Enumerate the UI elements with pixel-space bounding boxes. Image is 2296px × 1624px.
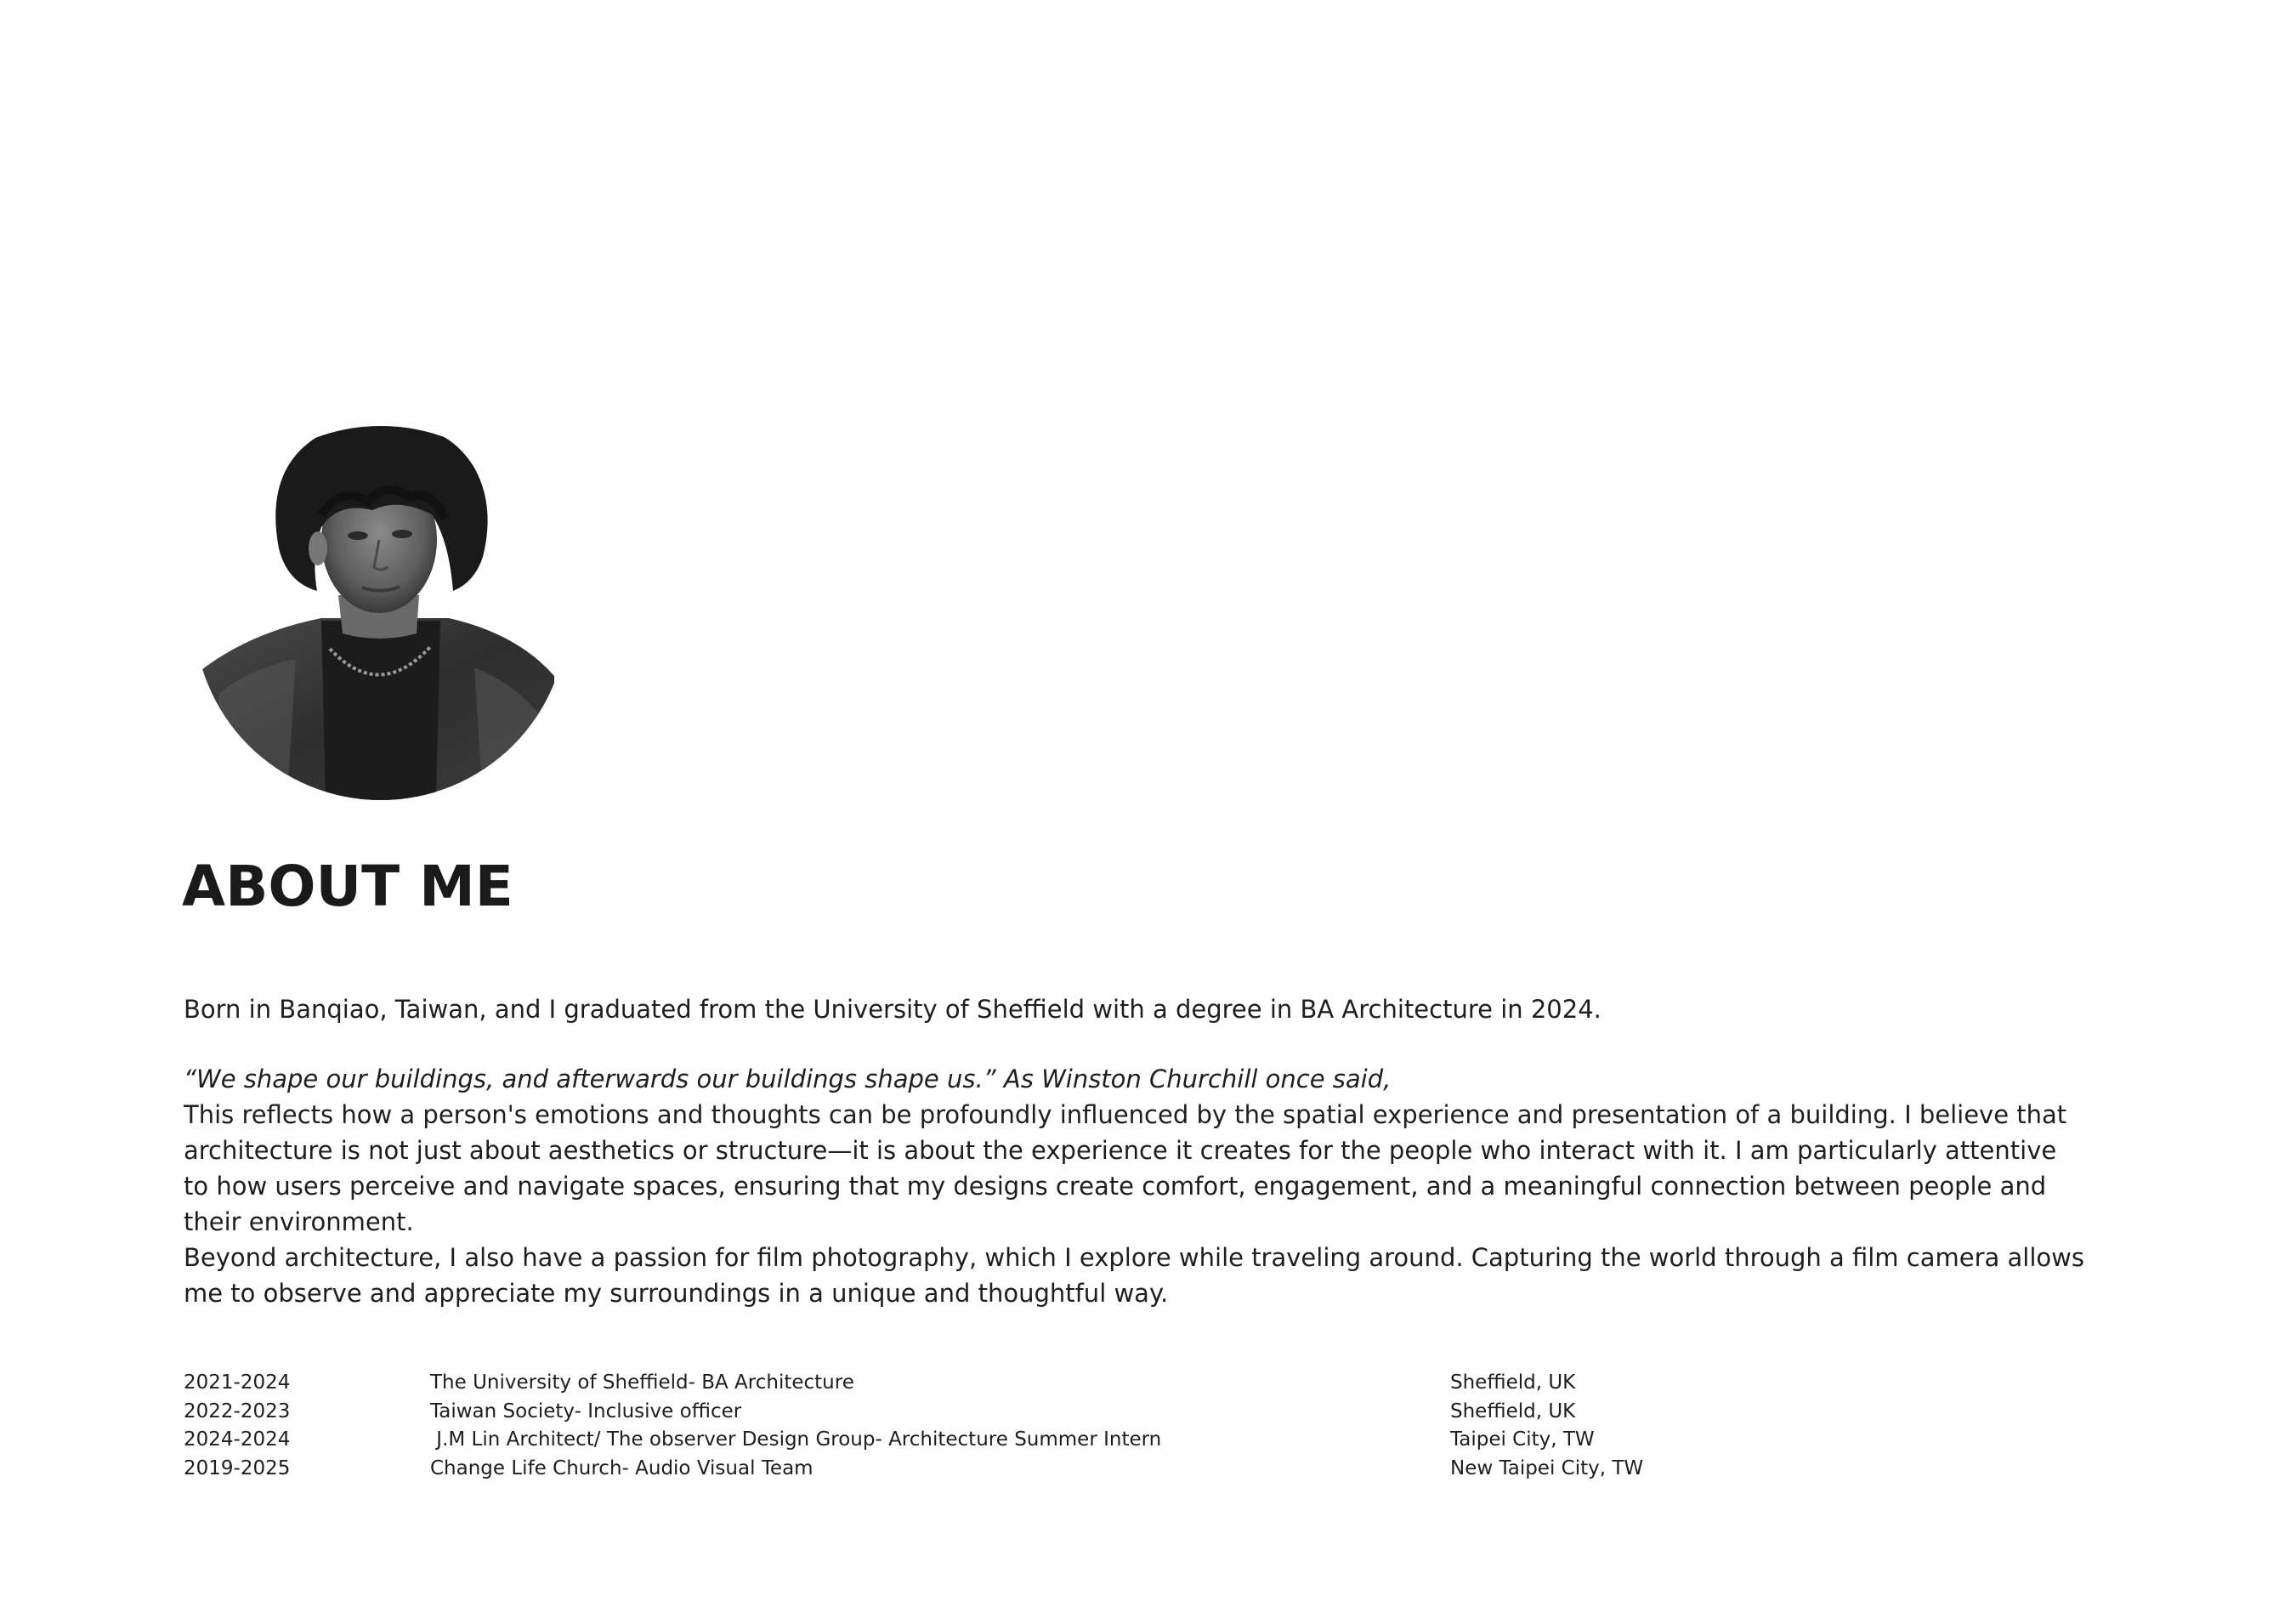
timeline-role: Taiwan Society- Inclusive officer [430,1400,742,1422]
timeline-place: Taipei City, TW [1450,1428,1595,1451]
timeline-years: 2021-2024 [184,1371,291,1394]
timeline-years: 2019-2025 [184,1456,291,1479]
experience-timeline [184,1369,2139,1483]
timeline-row [184,1455,2139,1484]
timeline-row [184,1369,2139,1398]
timeline-row [184,1398,2139,1427]
timeline-place: New Taipei City, TW [1450,1456,1644,1479]
intro-paragraph: Born in Banqiao, Taiwan, and I graduated from the University of Sheffield with a degree in BA Architecture in 2024. [184,995,1602,1024]
churchill-quote: “We shape our buildings, and afterwards our buildings shape us.” As Winston Churchill once said, [184,1065,1392,1093]
timeline-row [184,1426,2139,1455]
reflection-paragraph: This reflects how a person's emotions and thoughts can be profoundly influenced by the spatial experience and presentation of a building. I believe that architecture is not just about aesthetics or structure—it is about the experience it creates for the people who interact with it. I am particularly attentive to how users perceive and navigate spaces, ensuring that my designs create comfort, engagement, and a meaningful connection between people and their environment. [184,1100,2067,1236]
timeline-role: J.M Lin Architect/ The observer Design Group- Architecture Summer Intern [430,1428,1162,1451]
profile-photo [194,421,554,800]
photography-paragraph: Beyond architecture, I also have a passion for film photography, which I explore while traveling around. Capturing the world through a film camera allows me to observe and appreciate my surroundings in a unique and thoughtful way. [184,1243,2084,1308]
timeline-role: Change Life Church- Audio Visual Team [430,1456,814,1479]
timeline-place: Sheffield, UK [1450,1371,1576,1394]
timeline-place: Sheffield, UK [1450,1400,1576,1422]
quote-block [184,1061,2088,1240]
timeline-years: 2022-2023 [184,1400,291,1422]
timeline-years: 2024-2024 [184,1428,291,1451]
page-heading: ABOUT ME [182,854,513,919]
timeline-role: The University of Sheffield- BA Architecture [430,1371,854,1394]
